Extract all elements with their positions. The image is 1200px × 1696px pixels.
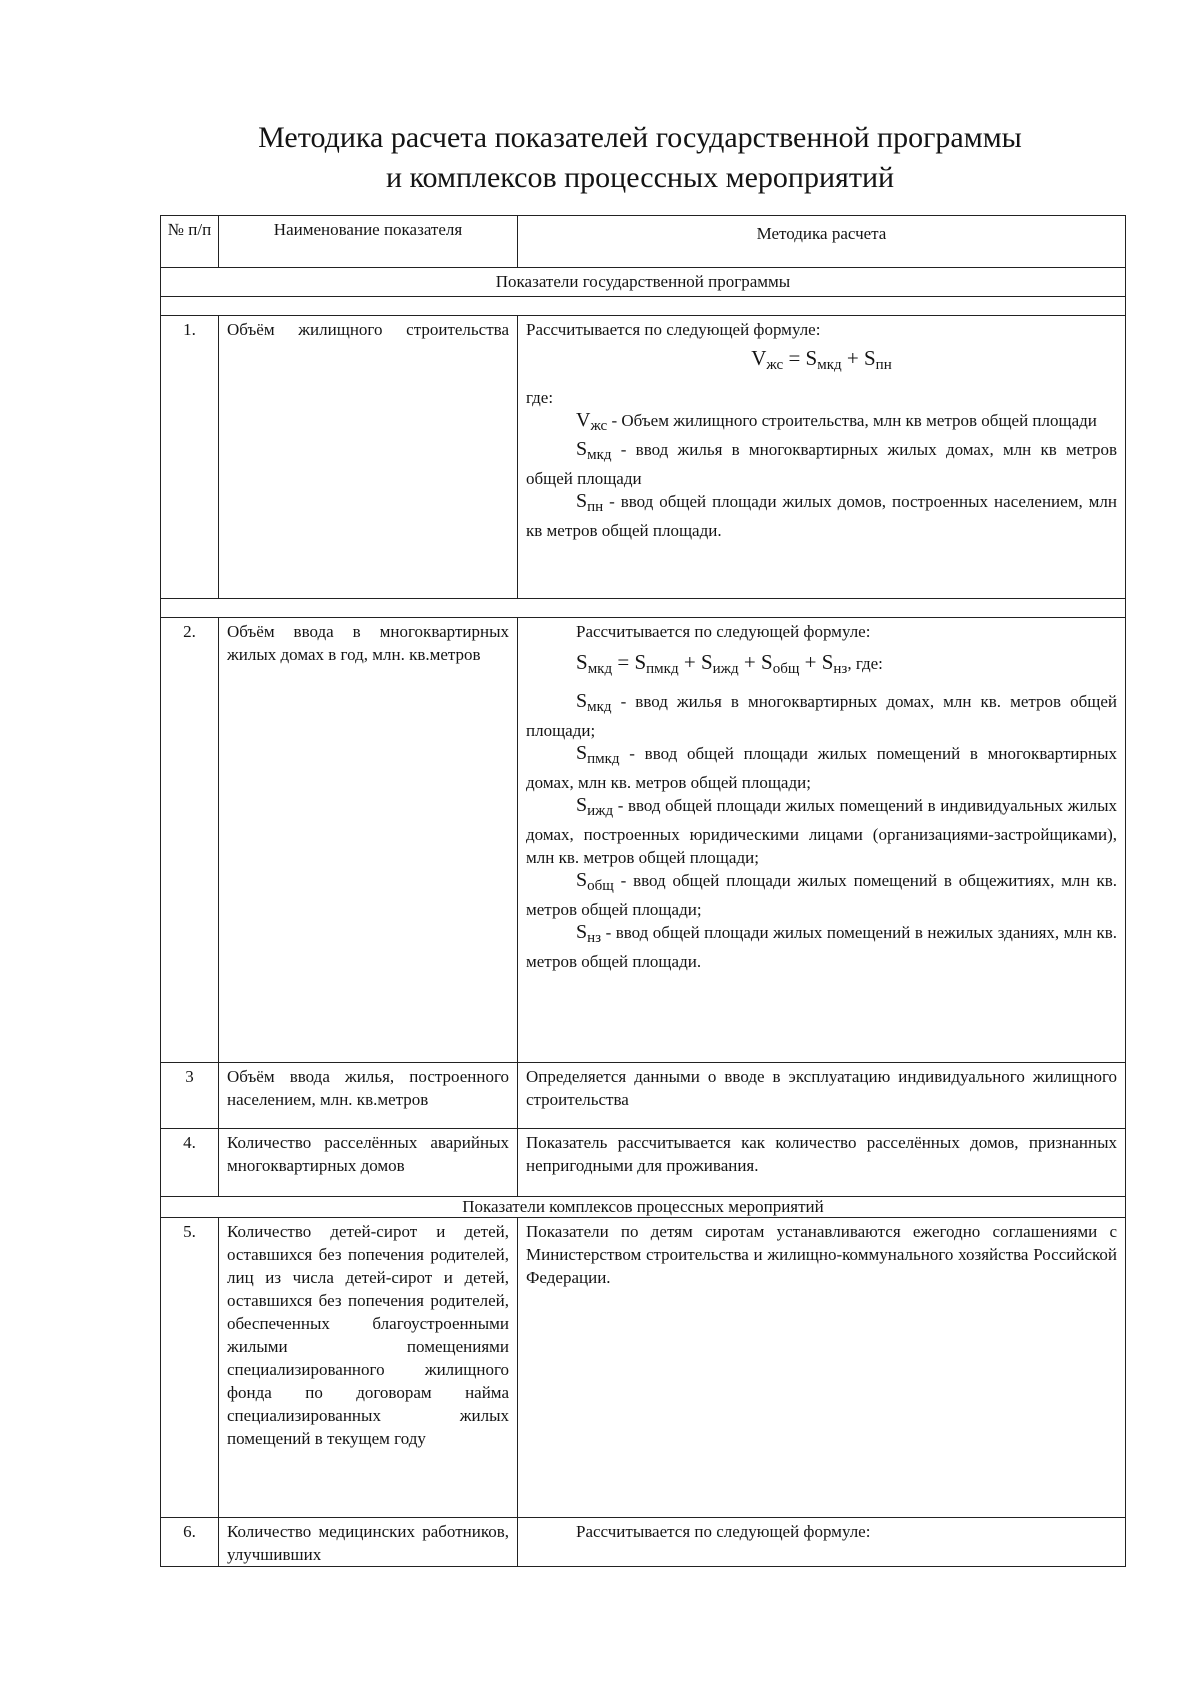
method-cell	[518, 1518, 1126, 1567]
indicator-name: Количество детей-сирот и детей, оставшихся без попечения родителей, лиц из числа детей-сирот и детей, оставшихся без попечения родителей, обеспеченных благоустроенными жилыми помещениями специализированного жилищного фонда по договорам найма специализированных жилых помещений в текущем году	[219, 1218, 518, 1518]
definition: Vжс - Объем жилищного строительства, млн кв метров общей площади	[576, 409, 1097, 434]
method-cell: Показатели по детям сиротам устанавливаются ежегодно соглашениями с Министерством строительства и жилищно-коммунального хозяйства Российской Федерации.	[518, 1218, 1126, 1518]
row-number: 5.	[161, 1218, 219, 1518]
row-number: 2.	[161, 618, 219, 1063]
where-label: где:	[526, 388, 554, 407]
header-number: № п/п	[161, 216, 219, 268]
definition: Sнз - ввод общей площади жилых помещений в нежилых зданиях, млн кв. метров общей площади.	[526, 921, 1117, 971]
header-name: Наименование показателя	[219, 216, 518, 268]
section-row-processes	[161, 1197, 1126, 1218]
method-cell	[518, 316, 1126, 599]
table-row	[161, 1218, 1126, 1518]
row-number: 6.	[161, 1518, 219, 1567]
definition: Sмкд - ввод жилья в многоквартирных жилых домах, млн кв метров общей площади	[526, 438, 1117, 488]
method-cell: Показатель рассчитывается как количество расселённых домов, признанных непригодными для проживания.	[518, 1129, 1126, 1197]
formula: $V_{жс} = S_{мкд} + S_{пн}$	[751, 346, 892, 373]
definition: Sобщ - ввод общей площади жилых помещений в общежитиях, млн кв. метров общей площади;	[526, 869, 1117, 919]
definition: Sпн - ввод общей площади жилых домов, построенных населением, млн кв метров общей площади.	[526, 490, 1117, 540]
formula: $S_{мкд} = S_{пмкд} + S_{ижд} + S_{общ} + S_{нз}$, где:	[576, 650, 883, 677]
method-intro: Рассчитывается по следующей формуле:	[576, 622, 871, 641]
method-intro: Рассчитывается по следующей формуле:	[526, 320, 821, 339]
title-line-2: и комплексов процессных мероприятий	[385, 161, 895, 194]
table-row	[161, 1063, 1126, 1129]
indicator-name: Объём ввода жилья, построенного населением, млн. кв.метров	[219, 1063, 518, 1129]
method-cell: Определяется данными о вводе в эксплуатацию индивидуального жилищного строительства	[518, 1063, 1126, 1129]
title-line-1: Методика расчета показателей государственной программы	[258, 121, 1022, 154]
section-title-processes: Показатели комплексов процессных мероприятий	[161, 1197, 1126, 1218]
indicator-name: Объём ввода в многоквартирных жилых домах в год, млн. кв.метров	[219, 618, 518, 1063]
definition: Sижд - ввод общей площади жилых помещений в индивидуальных жилых домах, построенных юридическими лицами (организациями-застройщиками), млн кв. метров общей площади;	[526, 794, 1117, 867]
row-number: 3	[161, 1063, 219, 1129]
table-row	[161, 1129, 1126, 1197]
method-intro: Рассчитывается по следующей формуле:	[576, 1522, 871, 1541]
header-method: Методика расчета	[518, 216, 1126, 268]
table-row	[161, 618, 1126, 1063]
definition: Sмкд - ввод жилья в многоквартирных домах, млн кв. метров общей площади;	[526, 690, 1117, 740]
indicator-name: Количество медицинских работников, улучшивших	[219, 1518, 518, 1567]
section-title-program: Показатели государственной программы	[161, 268, 1126, 297]
table-header-row	[161, 216, 1126, 268]
table-row	[161, 316, 1126, 599]
table-row	[161, 1518, 1126, 1567]
methodology-table	[160, 215, 1126, 1567]
indicator-name: Количество расселённых аварийных многоквартирных домов	[219, 1129, 518, 1197]
row-number: 1.	[161, 316, 219, 599]
section-row-program	[161, 268, 1126, 297]
document-title	[160, 118, 1120, 198]
indicator-name: Объём жилищного строительства	[219, 316, 518, 599]
row-number: 4.	[161, 1129, 219, 1197]
method-cell	[518, 618, 1126, 1063]
definition: Sпмкд - ввод общей площади жилых помещений в многоквартирных домах, млн кв. метров общей площади;	[526, 742, 1117, 792]
